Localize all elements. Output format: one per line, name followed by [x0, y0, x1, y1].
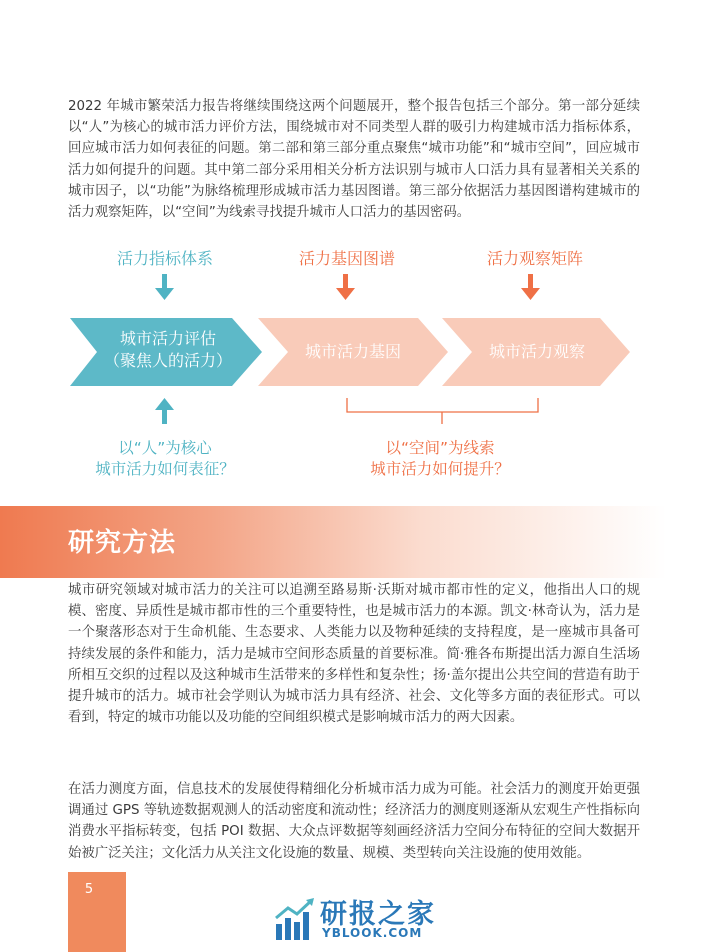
label-observation-matrix: 活力观察矩阵	[486, 249, 583, 268]
section-title: 研究方法	[68, 528, 177, 558]
up-arrow-teal-icon	[155, 398, 174, 424]
chevron-evaluation-text	[98, 328, 238, 372]
bracket-line	[347, 398, 538, 424]
question-people-line2: 城市活力如何表征？	[95, 460, 235, 478]
chevron-evaluation-line2: （聚焦人的活力）	[103, 351, 232, 370]
label-gene-map: 活力基因图谱	[298, 249, 395, 268]
question-people	[80, 438, 250, 480]
chevron-observation-text: 城市活力观察	[488, 342, 585, 361]
logo-text-cn: 研报之家	[320, 899, 436, 930]
methods-paragraph-1: 城市研究领域对城市活力的关注可以追溯至路易斯·沃斯对城市都市性的定义，他指出人口的规模、密度、异质性是城市都市性的三个重要特性，也是城市活力的本源。凯文·林奇认为，活力是一个聚落形态对于生命机能、生态要求、人类能力以及物种延续的支持程度，是一座城市具备可持续发展的条件和能力，活力是城市空间形态质量的首要标准。简·雅各布斯提出活力源自生活场所相互交织的过程以及这种城市生活带来的多样性和复杂性；扬·盖尔提出公共空间的营造有助于提升城市的活力。城市社会学则认为城市活力具有经济、社会、文化等多方面的表征形式。可以看到，特定的城市功能以及功能的空间组织模式是影响城市活力的两大因素。	[68, 583, 640, 726]
down-arrow-teal-icon	[155, 274, 174, 300]
methods-paragraph-2: 在活力测度方面，信息技术的发展使得精细化分析城市活力成为可能。社会活力的测度开始更强调通过 GPS 等轨迹数据观测人的活动密度和流动性；经济活力的测度则逐渐从宏观生产性指标向消费水平指标转变，包括 POI 数据、大众点评数据等刻画经济活力空间分布特征的空间大数据开始被广泛关注；文化活力从关注文化设施的数量、规模、类型转向关注设施的使用效能。	[68, 782, 640, 861]
chevron-gene-text: 城市活力基因	[304, 342, 401, 361]
chevron-evaluation-line1: 城市活力评估	[119, 329, 216, 348]
question-space	[355, 438, 525, 480]
page-number: 5	[84, 882, 94, 897]
logo-chart-icon	[274, 898, 316, 942]
intro-paragraph: 2022 年城市繁荣活力报告将继续围绕这两个问题展开，整个报告包括三个部分。第一部分延续以“人”为核心的城市活力评价方法，围绕城市对不同类型人群的吸引力构建城市活力指标体系，回应城市活力如何表征的问题。第二部和第三部分重点聚焦“城市功能”和“城市空间”，回应城市活力如何提升的问题。其中第二部分采用相关分析方法识别与城市人口活力具有显著相关关系的城市因子，以“功能”为脉络梳理形成城市活力基因图谱。第三部分依据活力基因图谱构建城市的活力观察矩阵，以“空间”为线索寻找提升城市人口活力的基因密码。	[68, 99, 640, 221]
question-space-line2: 城市活力如何提升？	[370, 460, 510, 478]
label-indicator-system: 活力指标体系	[116, 249, 213, 268]
down-arrow-orange-icon	[521, 274, 540, 300]
down-arrow-orange-icon	[336, 274, 355, 300]
question-people-line1: 以“人”为核心	[118, 439, 212, 457]
logo-text-en: YBLOOK.COM	[322, 926, 423, 940]
question-space-line1: 以“空间”为线索	[385, 439, 495, 457]
